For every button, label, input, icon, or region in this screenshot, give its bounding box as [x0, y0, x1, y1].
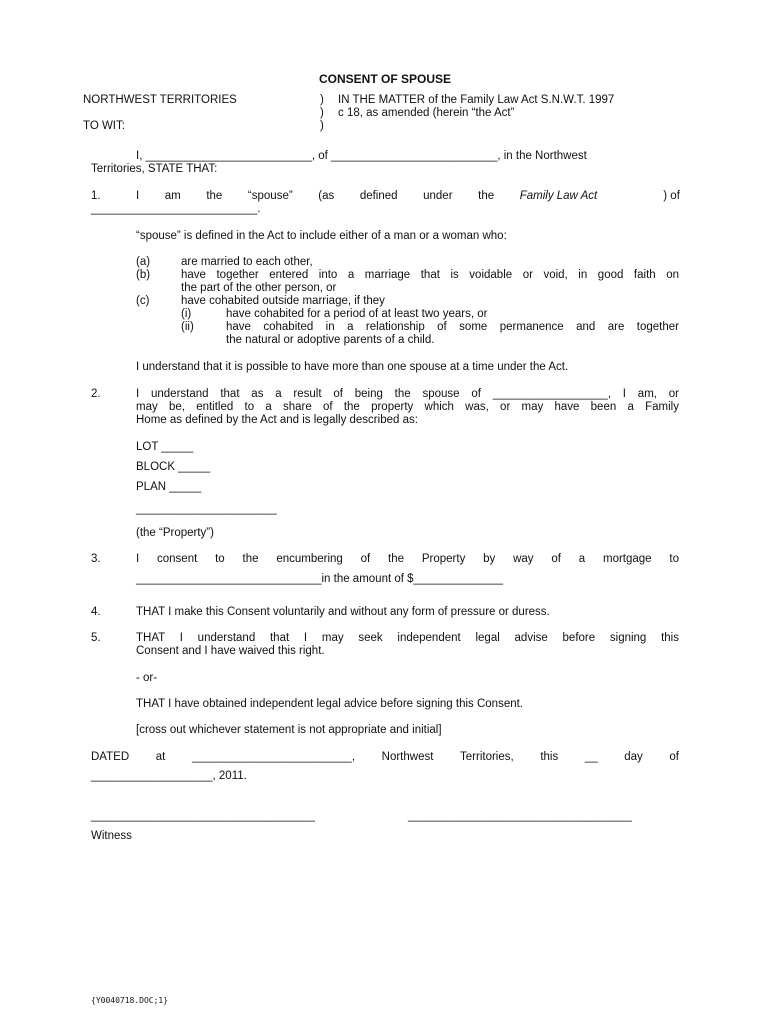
item-label: (c): [136, 295, 150, 307]
paragraph-1-line-2: __________________________.: [91, 203, 261, 215]
subitem-label: (ii): [181, 321, 194, 333]
paragraph-2-line-1: I understand that as a result of being the spouse of __________________, I am, or: [136, 388, 679, 400]
word: of: [669, 751, 679, 763]
bracket: ): [320, 94, 324, 106]
jurisdiction-label: NORTHWEST TERRITORIES: [83, 94, 237, 106]
item-label: (a): [136, 256, 151, 268]
word: I: [136, 190, 140, 202]
property-label: (the “Property”): [136, 527, 214, 539]
bracket: ): [320, 107, 324, 119]
paragraph-2-line-3: Home as defined by the Act and is legally described as:: [136, 414, 418, 426]
item-text: have together entered into a marriage that is voidable or void, in good faith on: [181, 269, 679, 281]
item-text: have cohabited outside marriage, if they: [181, 295, 385, 307]
subitem-text-continued: the natural or adoptive parents of a child.: [226, 334, 435, 346]
paragraph-2-line-2: may be, entitled to a share of the property which was, or may have been a Family: [136, 401, 679, 413]
paragraph-4-text: THAT I make this Consent voluntarily and without any form of pressure or duress.: [136, 606, 550, 618]
witness-label: Witness: [91, 830, 132, 842]
paragraph-number: 4.: [91, 606, 101, 618]
word: (as: [318, 190, 335, 202]
spouse-definition: “spouse” is defined in the Act to include either of a man or a woman who:: [136, 230, 507, 242]
word: under: [423, 190, 453, 202]
document-footer-id: {Y0040718.DOC;1}: [91, 996, 169, 1005]
act-name: Family Law Act: [519, 190, 598, 202]
word: Territories,: [460, 751, 514, 763]
document-title: CONSENT OF SPOUSE: [318, 72, 452, 86]
paragraph-3-line-2: _____________________________in the amount of $______________: [136, 573, 504, 585]
paragraph-5-line-2: Consent and I have waived this right.: [136, 645, 325, 657]
alternative-statement: THAT I have obtained independent legal advice before signing this Consent.: [136, 698, 523, 710]
paragraph-1-line-1: [136, 190, 680, 203]
item-text: are married to each other,: [181, 256, 313, 268]
paragraph-number: 1.: [91, 190, 101, 202]
dated-line-2: ___________________, 2011.: [91, 770, 247, 782]
word: day: [624, 751, 643, 763]
property-blank: ______________________: [136, 503, 277, 515]
lot-field: LOT _____: [136, 441, 194, 453]
bracket: ): [320, 120, 324, 132]
word: the: [478, 190, 495, 202]
word: __: [584, 751, 598, 763]
word: defined: [359, 190, 398, 202]
intro-line-1: I, __________________________, of __________________________, in the Northwest: [136, 150, 587, 162]
or-separator: - or-: [136, 672, 158, 684]
cross-out-note: [cross out whichever statement is not appropriate and initial]: [136, 724, 442, 736]
to-wit-label: TO WIT:: [83, 120, 125, 132]
word: the: [206, 190, 223, 202]
paragraph-number: 2.: [91, 388, 101, 400]
plan-field: PLAN _____: [136, 481, 202, 493]
item-text-continued: the part of the other person, or: [181, 282, 337, 294]
paragraph-3-line-1: I consent to the encumbering of the Property by way of a mortgage to: [136, 553, 679, 565]
word: _________________________,: [191, 751, 356, 763]
paragraph-number: 5.: [91, 632, 101, 644]
word: Northwest: [381, 751, 434, 763]
paragraph-5-line-1: THAT I understand that I may seek independent legal advise before signing this: [136, 632, 679, 644]
word: at: [155, 751, 166, 763]
word: “spouse”: [247, 190, 293, 202]
block-field: BLOCK _____: [136, 461, 211, 473]
multiple-spouse-statement: I understand that it is possible to have more than one spouse at a time under the Act.: [136, 361, 569, 373]
word: ) of: [663, 190, 680, 202]
dated-line-1: [91, 751, 679, 764]
subitem-text: have cohabited for a period of at least two years, or: [226, 308, 488, 320]
matter-line-2: c 18, as amended (herein “the Act”: [338, 107, 515, 119]
word: this: [540, 751, 559, 763]
signer-signature-line: ___________________________________: [408, 810, 632, 822]
subitem-label: (i): [181, 308, 192, 320]
intro-line-2: Territories, STATE THAT:: [91, 163, 218, 175]
matter-line-1: IN THE MATTER of the Family Law Act S.N.W.T. 1997: [338, 94, 615, 106]
witness-signature-line: ___________________________________: [91, 810, 315, 822]
word: DATED: [91, 751, 130, 763]
item-label: (b): [136, 269, 151, 281]
paragraph-number: 3.: [91, 553, 101, 565]
word: am: [164, 190, 181, 202]
subitem-text: have cohabited in a relationship of some permanence and are together: [226, 321, 679, 333]
